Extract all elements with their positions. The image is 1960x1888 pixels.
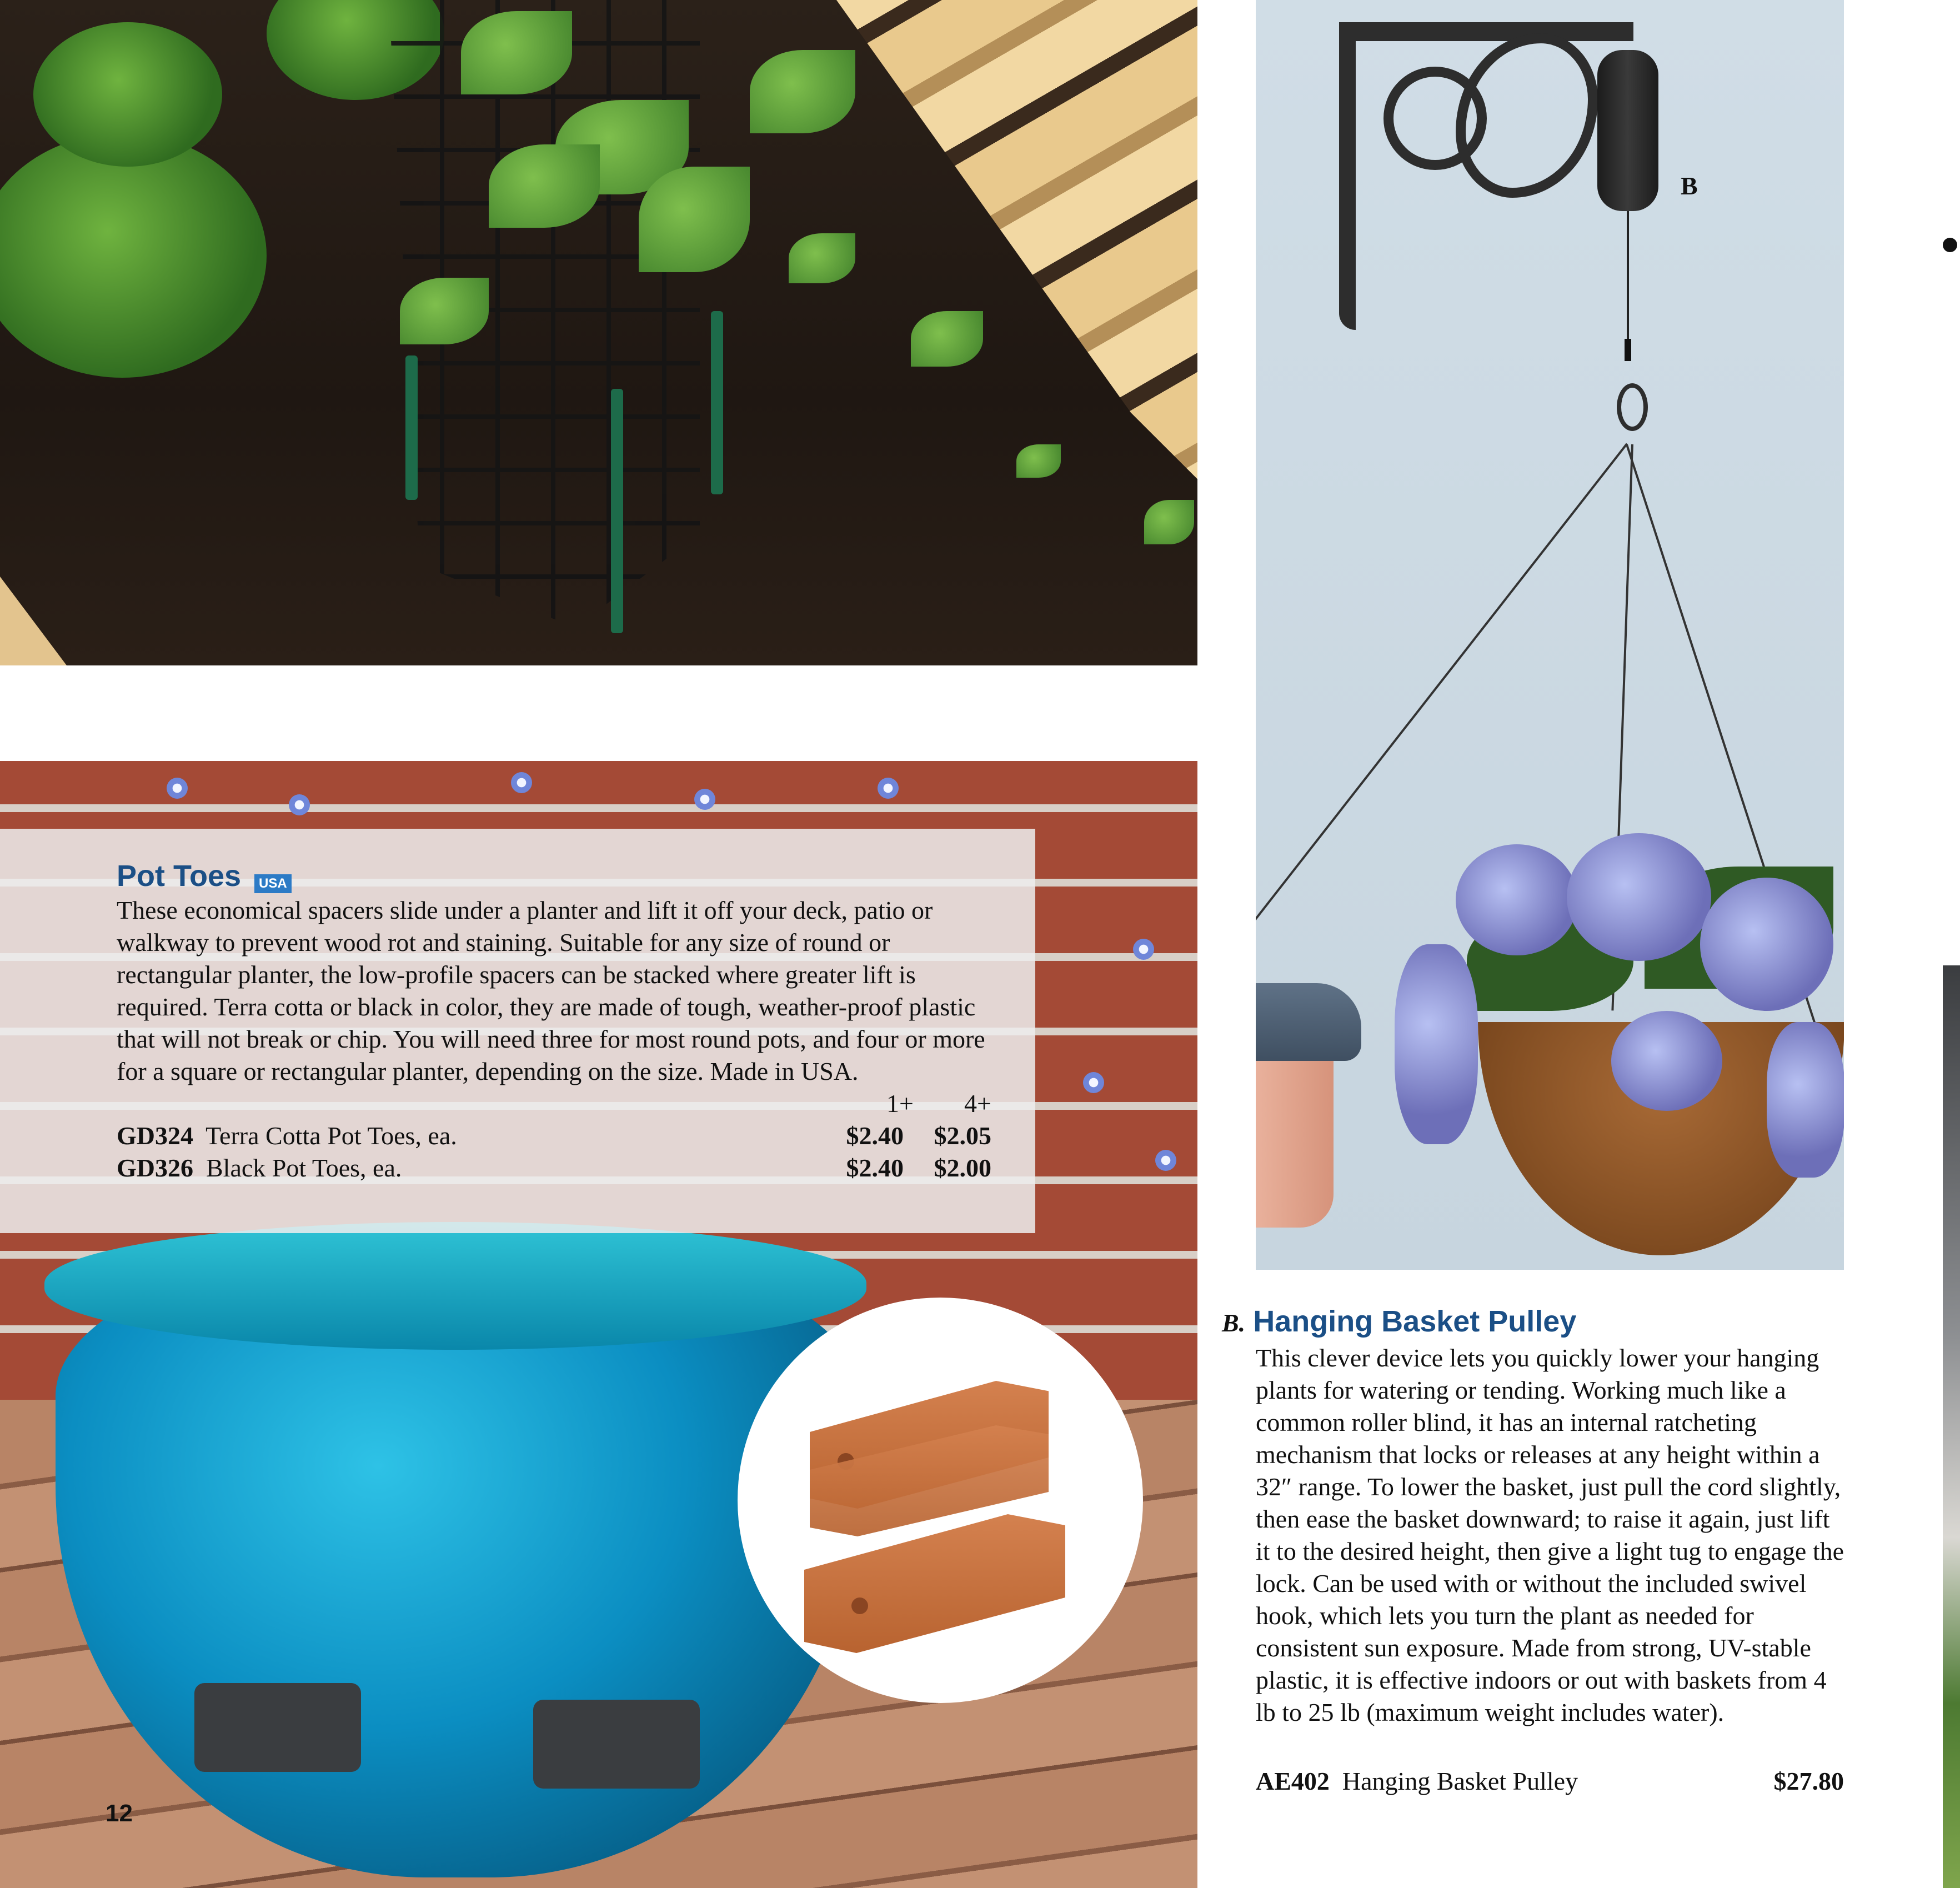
lobelia-flower: [1155, 1150, 1176, 1171]
black-pot-toe: [194, 1683, 361, 1772]
trellis-stake: [711, 311, 723, 494]
pot-toes-heading: [117, 861, 292, 893]
photo-marker-b: B: [1681, 172, 1698, 200]
item-marker-b: B.: [1222, 1309, 1246, 1337]
qty-header-1: 1+: [886, 1089, 914, 1118]
lobelia-flower: [694, 789, 715, 810]
terra-cotta-pot-toe: [804, 1514, 1065, 1653]
hanging-basket-photo: [1256, 0, 1844, 1270]
pea-seedling: [789, 233, 855, 283]
price-4-plus: $2.00: [934, 1154, 991, 1182]
price-4-plus: $2.05: [934, 1121, 991, 1150]
pot-toes-description: These economical spacers slide under a planter and lift it off your deck, patio or walkway to prevent wood rot and staining. Suitable for any size of round or rectangular planter, the low-profile spacers can be stacked where greater lift is required. Terra cotta or black in color, they are made of tough, weather-proof plastic that will not break or chip. You will need three for most round pots, and four or more for a square or rectangular planter, depending on the size. Made in USA.: [117, 896, 985, 1085]
lobelia-flower: [289, 794, 310, 815]
trellis-stake: [405, 355, 418, 500]
page-number: 12: [106, 1800, 133, 1827]
qty-header-row: [875, 1088, 991, 1120]
price-1-plus: $2.40: [846, 1154, 904, 1182]
product-name: Black Pot Toes, ea.: [206, 1154, 402, 1182]
price-1-plus: $2.40: [846, 1121, 904, 1150]
product-row: [1256, 1765, 1844, 1797]
product-name: Terra Cotta Pot Toes, ea.: [205, 1121, 457, 1150]
bullet-mark: [1943, 238, 1957, 252]
product-sku: GD324: [117, 1121, 193, 1150]
product-sku: GD326: [117, 1154, 193, 1182]
swivel-hook: [1617, 383, 1648, 431]
usa-badge: USA: [254, 874, 292, 893]
basket-pulley: [1597, 50, 1658, 211]
pea-seedling: [1144, 500, 1194, 544]
product-sku: AE402: [1256, 1767, 1330, 1795]
wisteria-bloom: [1700, 878, 1833, 1011]
lobelia-flower: [878, 778, 899, 799]
product-name: Hanging Basket Pulley: [1342, 1767, 1578, 1795]
black-pot-toe: [533, 1700, 700, 1789]
wisteria-bloom: [1611, 1011, 1722, 1111]
wisteria-bloom: [1567, 833, 1711, 961]
adjacent-page-photo: [1943, 965, 1960, 1888]
trellis-stake: [611, 389, 623, 633]
pepper-leaf: [461, 11, 572, 94]
baseball-cap: [1256, 983, 1361, 1061]
wisteria-bloom: [1456, 844, 1578, 955]
pulley-cord: [1627, 211, 1629, 339]
lobelia-flower: [167, 778, 188, 799]
basket-chain: [1256, 443, 1628, 935]
pot-rim: [44, 1222, 866, 1350]
pea-seedling: [1016, 444, 1061, 478]
product-row: [117, 1152, 991, 1184]
wisteria-bloom: [1395, 944, 1478, 1144]
pepper-leaf: [639, 167, 750, 272]
product-row: [117, 1120, 991, 1152]
qty-header-4: 4+: [964, 1089, 991, 1118]
hbp-title: Hanging Basket Pulley: [1253, 1305, 1577, 1338]
product-price: $27.80: [1773, 1767, 1844, 1795]
pepper-leaf: [400, 278, 489, 344]
lobelia-flower: [1083, 1072, 1104, 1093]
bed-edge: [0, 554, 67, 665]
pot-toes-inset: [738, 1298, 1143, 1703]
pepper-leaf: [489, 144, 600, 228]
lobelia-flower: [511, 772, 532, 793]
hanging-basket-pulley-block: [1222, 1300, 1844, 1800]
parsley-plant: [33, 22, 222, 167]
pea-seedling: [911, 311, 983, 367]
pot-toes-panel: [0, 829, 1035, 1233]
pot-toes-title: Pot Toes: [117, 859, 242, 893]
pepper-leaf: [750, 50, 855, 133]
garden-bed-photo: [0, 0, 1197, 665]
lobelia-flower: [1133, 939, 1154, 960]
hbp-heading: [1222, 1306, 1576, 1338]
parsley-plant: [0, 133, 267, 378]
hbp-description: This clever device lets you quickly lower your hanging plants for watering or tending. Working much like a common roller blind, it has an internal ratcheting mechanism that locks or releases at any height within a 32″ range. To lower the basket, just pull the cord slightly, then ease the basket downward; to raise it again, just lift it to the desired height, then give a light tug to engage the lock. Can be used with or without the included swivel hook, which lets you turn the plant as needed for consistent sun exposure. Made from strong, UV-stable plastic, it is effective indoors or out with baskets from 4 lb to 25 lb (maximum weight includes water).: [1256, 1344, 1844, 1726]
cord-stop: [1625, 339, 1631, 361]
wisteria-bloom: [1767, 1022, 1844, 1178]
